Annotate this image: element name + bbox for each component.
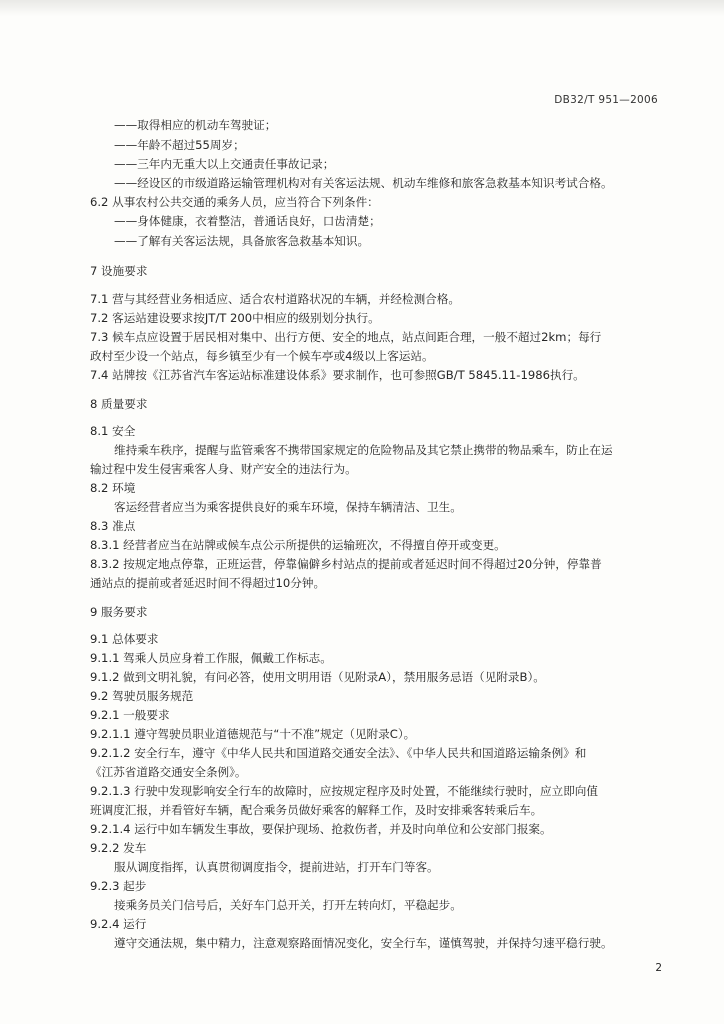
clause-heading: 9.2 驾驶员服务规范 <box>90 689 194 703</box>
clause-heading: 8.1 安全 <box>90 424 136 438</box>
clause-heading: 8.2 环境 <box>90 481 136 495</box>
clause-heading: 8.3 准点 <box>90 519 136 533</box>
clause-line: 8.3.1 经营者应当在站牌或候车点公示所提供的运输班次，不得擅自停开或变更。 <box>90 538 506 552</box>
clause-heading: 9.2.4 运行 <box>90 917 147 931</box>
paragraph-line: ——了解有关客运法规，具备旅客急救基本知识。 <box>114 234 370 248</box>
page-number: 2 <box>655 962 662 974</box>
clause-heading: 9.2.3 起步 <box>90 879 147 893</box>
section-heading: 8 质量要求 <box>90 397 148 411</box>
clause-line: 7.1 营与其经营业务相适应、适合农村道路状况的车辆，并经检测合格。 <box>90 292 460 306</box>
clause-line: 7.2 客运站建设要求按JT/T 200中相应的级别划分执行。 <box>90 311 380 325</box>
paragraph-line: ——年龄不超过55周岁； <box>114 138 245 152</box>
paragraph-line: ——取得相应的机动车驾驶证； <box>114 118 277 132</box>
clause-heading: 9.1 总体要求 <box>90 632 159 646</box>
paragraph-line: 政村至少设一个站点，每乡镇至少有一个候车亭或4级以上客运站。 <box>90 349 434 363</box>
paragraph-line: 《江苏省道路交通安全条例》。 <box>90 765 247 779</box>
paragraph-line: 通站点的提前或者延迟时间不得超过10分钟。 <box>90 576 326 590</box>
scan-edge <box>0 0 724 16</box>
paragraph-line: 接乘务员关门信号后，关好车门总开关，打开左转向灯，平稳起步。 <box>114 898 462 912</box>
section-heading: 7 设施要求 <box>90 264 148 278</box>
clause-heading: 9.2.1 一般要求 <box>90 708 170 722</box>
paragraph-line: 输过程中发生侵害乘客人身、财产安全的违法行为。 <box>90 462 357 476</box>
clause-line: 8.3.2 按规定地点停靠，正班运营，停靠偏僻乡村站点的提前或者延迟时间不得超过20分钟，停靠普 <box>90 557 602 571</box>
standard-code: DB32/T 951—2006 <box>554 94 658 106</box>
paragraph-line: ——身体健康，衣着整洁，普通话良好，口齿清楚； <box>114 214 381 228</box>
paragraph-line: 班调度汇报，并看管好车辆，配合乘务员做好乘客的解释工作，及时安排乘客转乘后车。 <box>90 803 543 817</box>
clause-heading: 6.2 从事农村公共交通的乘务人员，应当符合下列条件： <box>90 195 379 209</box>
clause-line: 9.2.1.2 安全行车，遵守《中华人民共和国道路交通安全法》、《中华人民共和国道路运输条例》和 <box>90 746 587 760</box>
paragraph-line: 客运经营者应当为乘客提供良好的乘车环境，保持车辆清洁、卫生。 <box>114 500 462 514</box>
paragraph-line: 服从调度指挥，认真贯彻调度指令，提前进站，打开车门等客。 <box>114 860 439 874</box>
clause-line: 9.2.1.3 行驶中发现影响安全行车的故障时，应按规定程序及时处置，不能继续行驶时，应立即向值 <box>90 784 598 798</box>
clause-line: 9.2.1.4 运行中如车辆发生事故，要保护现场、抢救伤者，并及时向单位和公安部门报案。 <box>90 822 552 836</box>
clause-line: 7.3 候车点应设置于居民相对集中、出行方便、安全的地点，站点间距合理，一般不超过2km；每行 <box>90 330 602 344</box>
clause-line: 9.1.2 做到文明礼貌，有问必答，使用文明用语（见附录A），禁用服务忌语（见附录B）。 <box>90 670 545 684</box>
clause-line: 9.2.1.1 遵守驾驶员职业道德规范与“十不准”规定（见附录C）。 <box>90 727 416 741</box>
paragraph-line: ——三年内无重大以上交通责任事故记录； <box>114 157 335 171</box>
paragraph-line: 遵守交通法规，集中精力，注意观察路面情况变化，安全行车，谨慎驾驶，并保持匀速平稳行驶。 <box>114 936 613 950</box>
clause-line: 7.4 站牌按《江苏省汽车客运站标准建设体系》要求制作，也可参照GB/T 5845.11-1986执行。 <box>90 368 585 382</box>
clause-line: 9.1.1 驾乘人员应身着工作服，佩戴工作标志。 <box>90 651 332 665</box>
paragraph-line: 维持乘车秩序，提醒与监管乘客不携带国家规定的危险物品及其它禁止携带的物品乘车，防止在运 <box>114 443 613 457</box>
clause-heading: 9.2.2 发车 <box>90 841 147 855</box>
paragraph-line: ——经设区的市级道路运输管理机构对有关客运法规、机动车维修和旅客急救基本知识考试合格。 <box>114 176 613 190</box>
section-heading: 9 服务要求 <box>90 605 148 619</box>
